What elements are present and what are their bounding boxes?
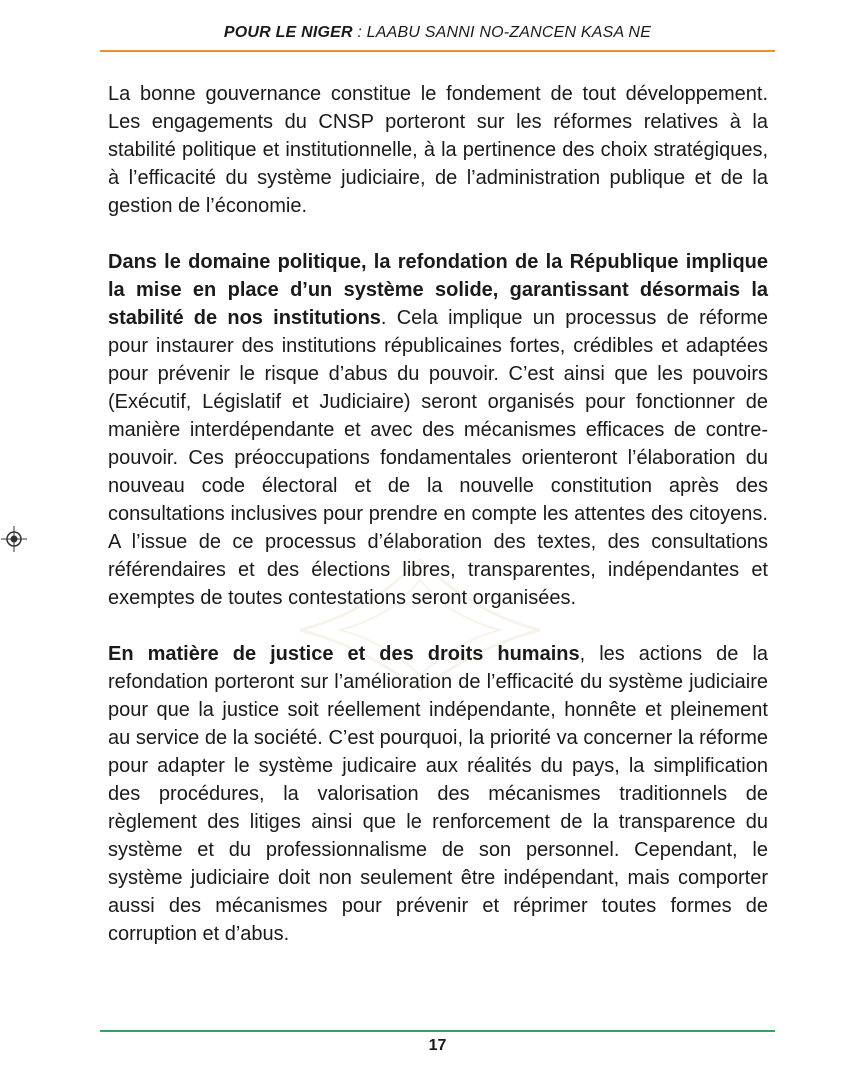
paragraph-text: La bonne gouvernance constitue le fondement de tout développement. Les engagements du CNSP porteront sur les réformes relatives à la stabilité politique et institutionnelle, à la pertinence des choix stratégiques, à l’efficacité du système judiciaire, de l’administration publique et de la gestion de l’économie. xyxy=(108,83,768,217)
paragraph-justice xyxy=(108,640,768,948)
paragraph-text: , les actions de la refondation porteront sur l’amélioration de l’efficacité du système judiciaire pour que la justice soit réellement indépendante, honnête et pleinement au service de la société. C’est pourquoi, la priorité va concerner la réforme pour adapter le système judicaire aux réalités du pays, la simplification des procédures, la valorisation des mécanismes traditionnels de règlement des litiges ainsi que le renforcement de la transparence du système et du professionnalisme de son personnel. Cependant, le système judiciaire doit non seulement être indépendant, mais comporter aussi des mécanismes pour prévenir et réprimer toutes formes de corruption et d’abus. xyxy=(108,643,769,945)
page-number: 17 xyxy=(428,1037,447,1054)
header-divider xyxy=(100,50,775,52)
footer-divider xyxy=(100,1030,775,1032)
running-header xyxy=(100,24,775,42)
header-title-bold: POUR LE NIGER xyxy=(223,24,353,41)
header-title-rest: : LAABU SANNI NO-ZANCEN KASA NE xyxy=(352,24,652,41)
paragraph-text: . Cela implique un processus de réforme pour instaurer des institutions républicaines fortes, crédibles et adaptées pour prévenir le risque d’abus du pouvoir. C’est ainsi que les pouvoirs (Exécutif, Législatif et Judiciaire) seront organisés pour fonctionner de manière interdépendante et avec des mécanismes efficaces de contre-pouvoir. Ces préoccupations fondamentales orienteront l’élaboration du nouveau code électoral et de la nouvelle constitution après des consultations inclusives pour prendre en compte les attentes des citoyens. A l’issue de ce processus d’élaboration des textes, des consultations référendaires et des élections libres, transparentes, indépendantes et exemptes de toutes contestations seront organisées. xyxy=(108,307,769,609)
page-body xyxy=(108,80,768,976)
paragraph-lead-bold: En matière de justice et des droits humains xyxy=(108,643,580,665)
registration-mark-icon xyxy=(1,526,27,552)
paragraph-political xyxy=(108,248,768,612)
paragraph-governance xyxy=(108,80,768,220)
paragraph-lead-bold: Dans le domaine politique, la refondation de la République implique la mise en place d’un système solide, garantissant désormais la stabilité de nos institutions xyxy=(108,251,768,329)
